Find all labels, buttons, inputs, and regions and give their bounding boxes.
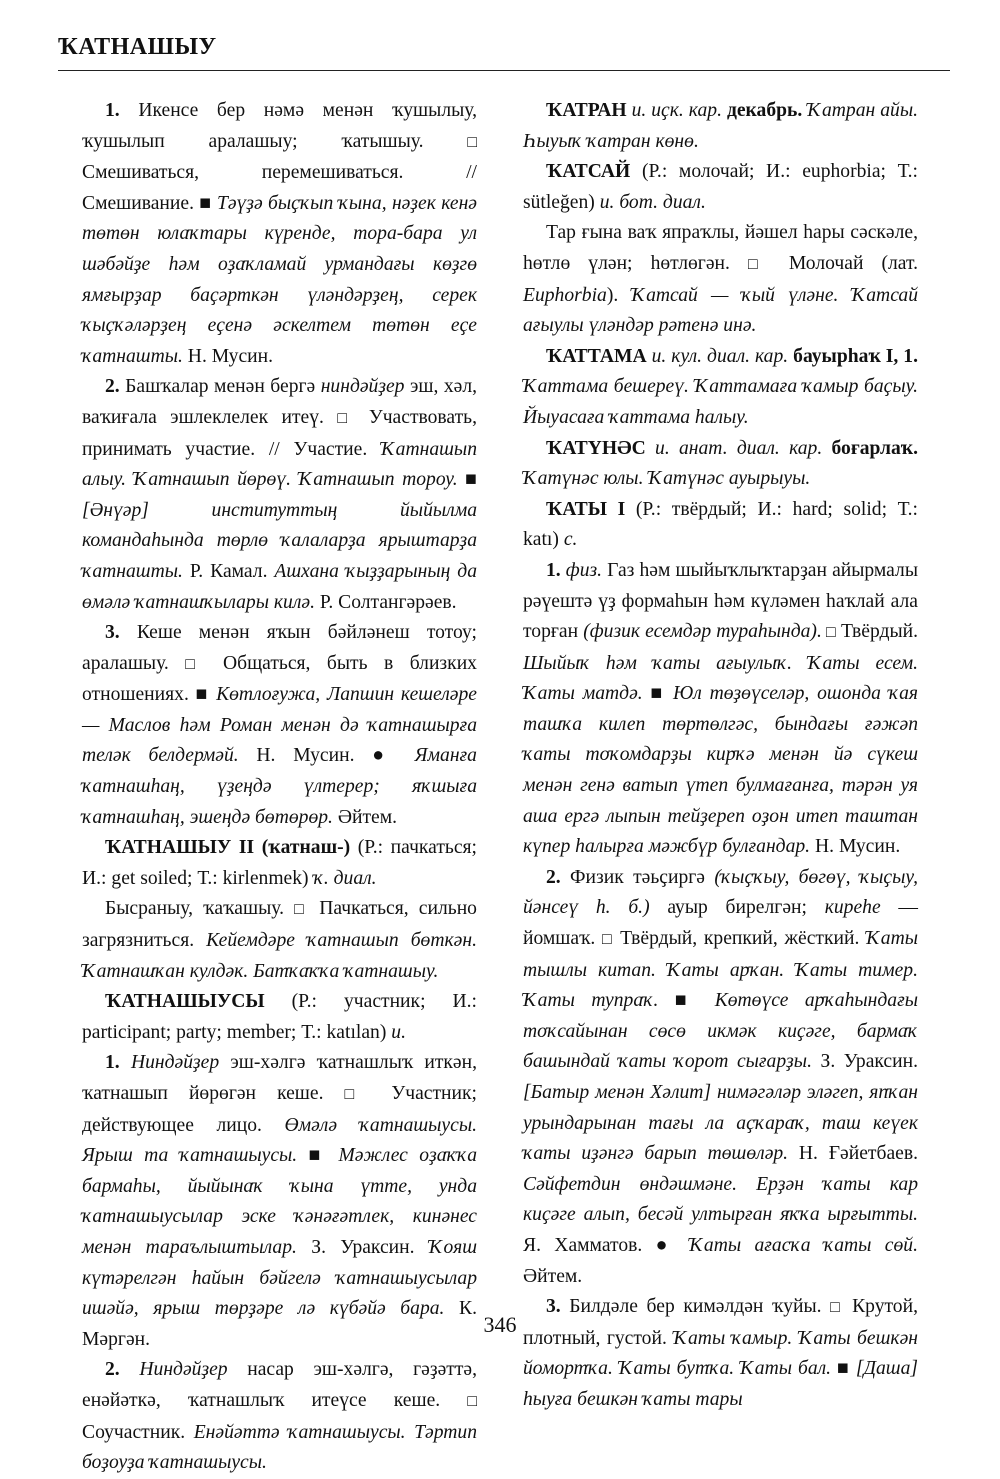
definition-italic: (физик есемдәр тураһында). [583,621,822,643]
grammar-label: и. [391,1021,406,1043]
source: Н. Мусин. [810,836,901,858]
example: Енәйәттә ҡатнашыусы. Тәртип боҙоуҙа ҡатнашыусы. [82,1421,477,1474]
russian-equivalent: Участвовать, принимать участие. // Участие. [82,406,478,460]
example: [Батыр менән Хәлит] нимәгәләр эләгеп, япҡан урындарынан тағы ла аҫҡараҡ, таш кеүек ҡаты иҙәнгә барып төшөләр. [523,1082,918,1165]
entry-katunes [523,434,918,495]
example: Ҡаттама бешереү. Ҡаттамаға ҡамыр баҫыу. Йыуасаға ҡаттама һалыу. [523,376,918,428]
square-bullet: ■ [465,469,477,491]
source: Әйтем. [332,806,398,828]
definition-italic: (ҡыҫҡыу, бөгөү, ҡыҫыу, йәнсеү һ. б.) [523,866,918,919]
russian-equivalent: ). [606,284,632,306]
definition: Тар ғына ваҡ япраҡлы, йәшел һары сәскәле, һөтлө үлән; һөтлөгән. [523,222,918,274]
sense-number: 1. [105,1052,120,1074]
example: Көтлоғужа, Лапшин кешеләре — Маслов һәм Роман менән дә ҡатнашырға теләк белдермәй. [82,684,477,767]
example: Ҡатран айы. Һыуыҡ ҡатран көнө. [523,100,918,152]
entry-katy-sense-1 [523,556,918,863]
sense-number: 2. [105,1359,120,1381]
proverb: Ҡаты ағасҡа ҡаты сөй. [675,1234,918,1256]
definition: эш-хәлгә ҡатнашлыҡ иткән, ҡатнашып йөрөгән кеше. [82,1052,477,1104]
example: Көтөүсе арҡаһындағы тоҡсайынан сөсө икмәк киҫәге, бармаҡ башындай ҡаты ҡорот сығарҙы. [523,990,918,1073]
definition: насар эш-хәлгә, гәҙәттә, енәйәткә, ҡатнашлыҡ итеүсе кеше. [82,1359,477,1411]
dot-bullet: ● [655,1234,676,1256]
entry-katnashyu-sense-1 [82,96,477,372]
russian-equivalent: Молочай (лат. [770,252,918,274]
example: Шыйыҡ һәм ҡаты ағыулыҡ. Ҡаты есем. Ҡаты матдә. [523,652,918,705]
source: З. Ураксин. [296,1236,429,1258]
definition: Кеше менән яҡын бәйләнеш тотоу; аралашыу. [82,622,477,674]
sense-number: 1. [105,100,120,121]
sense-number: 3. [105,622,120,644]
grammar: (Р.: участник; И.: participant; party; member; Т.: katılan) [82,991,477,1043]
grammar-label: и. иҫк. кар. [626,100,727,121]
grammar-label: с. [563,529,578,551]
russian-equivalent: Твёрдый. [835,621,919,643]
russian-equivalent: Пачкаться, сильно загрязниться. [82,898,477,952]
square-bullet: ■ [837,1358,850,1380]
box-marker: □ [467,133,477,151]
left-column [82,96,477,1479]
header-rule [58,70,950,71]
grammar-label: и. анат. диал. кар. [645,437,832,459]
example: Ҡояш күтәрелгән һайын бәйгелә ҡатнашыусылар ишәйә, ярыш төрҙәре лә күбәйә бара. [82,1236,477,1320]
definition-italic: Ниндәйҙер [119,1052,220,1074]
headword: ҠАТСАЙ [546,161,631,183]
box-marker: □ [821,624,836,642]
example: [Даша] һыуға бешкән ҡаты тары [523,1358,918,1410]
entry-katran [523,96,918,157]
entry-katsay [523,157,918,218]
russian-equivalent: Смешиваться, перемешиваться. // Смешивание. [82,162,477,214]
page-number: 346 [483,1312,517,1337]
source: Я. Хамматов. [523,1234,656,1256]
entry-katy-sense-3 [523,1292,918,1415]
headword: ҠАТНАШЫУ II (ҡатнаш-) [105,837,351,859]
definition: — йомшаҡ. [523,897,918,950]
sense-number: 2. [105,376,120,398]
russian-equivalent: Общаться, быть в близких отношениях. [82,652,477,706]
source: Р. Камал. [182,560,275,582]
latin-name: Euphorbia [523,284,607,306]
definition: Билдәле бер кимәлдән ҡуйы. [560,1296,831,1318]
box-marker: □ [337,409,356,427]
entry-katsay-def [523,218,918,341]
source: Р. Солтангәрәев. [314,591,457,613]
headword: ҠАТНАШЫУСЫ [105,991,265,1013]
cross-reference: декабрь. [726,100,803,121]
source: Н. Мусин. [238,745,373,767]
example: Кейемдәре ҡатнашып бөткән. Ҡатнашҡан кулдәк. Батҡаҡҡа ҡатнашыу. [82,930,477,982]
russian-equivalent: Соучастник. [82,1421,194,1443]
definition: Физик тәьҫиргә [560,866,715,888]
headword: ҠАТҮНӘС [546,437,646,459]
square-bullet: ■ [195,684,210,706]
entry-katnashyusy-sense-2 [82,1355,477,1478]
entry-katnashyusy-sense-1 [82,1048,477,1355]
headword: ҠАТРАН [546,100,627,121]
example: Тәүҙә быҫҡып ҡына, нәҙек кенә төтөн юлаҡтары күренде, тора-бара ул шәбәйҙе һәм оҙаҡламай урмандағы көҙгө ямғырҙар баҫәрткән үләндәрҙең, серек ҡыҫҡәләрҙең еҫенә әскелтем төтөн еҫе ҡатнашты. [82,192,477,367]
example: Ашхана ҡыҙҙарының да өмәлә ҡатнашҡылары килә. [82,560,478,613]
source: Әйтем. [523,1265,583,1287]
source: З. Ураксин. [811,1051,918,1073]
grammar-label: и. кул. диал. кар. [646,345,794,367]
russian-equivalent: Участник; действующее лицо. [82,1083,477,1136]
sense-number: 1. [546,559,561,581]
box-marker: □ [601,931,614,949]
cross-reference: бауырһаҡ I, 1. [793,345,918,367]
entry-katnashyu-ii-def [82,894,477,987]
entry-katy-sense-2 [523,863,918,1292]
box-marker: □ [747,255,771,273]
example: Ҡаты тышлы китап. Ҡаты арҡан. Ҡаты тимер. Ҡаты тупраҡ. [523,928,918,1012]
cross-reference: боғарлаҡ. [831,437,918,459]
example: Ҡатүнәс юлы. Ҡатүнәс ауырыуы. [523,468,811,490]
source: Н. Ғәйетбаев. [788,1143,918,1165]
definition: Газ һәм шыйыҡлыҡтарҙан айырмалы рәүештә үҙ формаһын һәм күләмен һаҡлай ала торған [523,559,918,643]
definition: ауыр бирелгән; [649,897,825,919]
box-marker: □ [830,1299,844,1317]
example: Өмәлә ҡатнашыусы. Ярыш та ҡатнашыусы. [82,1114,477,1167]
running-head: ҠАТНАШЫУ [58,34,217,60]
entry-katnashyu-sense-3 [82,618,477,833]
definition: эш, хәл, ваҡиғала эшлеклелек итеү. [82,376,477,428]
example: Мәжлес оҙаҡҡа бармаһы, йыйынаҡ ҡына үтте, унда ҡатнашыусылар эске ҡәнәғәтлек, кинәнес менән тараълыштылар. [82,1145,477,1258]
entry-katnashyu-ii [82,833,477,894]
definition-italic: киреһе [824,897,881,919]
entry-katy-i [523,495,918,556]
box-marker: □ [185,655,207,673]
dot-bullet: ● [372,745,397,767]
example: Сәйфетдин өндәшмәне. Ерҙән ҡаты кар киҫәге алып, бесәй ултырған яҡҡа ырғытты. [523,1173,918,1226]
grammar: (Р.: молочай; И.: euphorbia; Т.: sütleğen) [523,161,918,213]
definition: Башҡалар менән бергә [119,376,321,398]
definition-italic: ниндәйҙер [320,376,405,398]
grammar: (Р.: пачкаться; И.: get soiled; Т.: kirlenmek) [82,837,477,889]
definition-italic: Ниндәйҙер [119,1359,228,1381]
square-bullet: ■ [308,1145,328,1167]
headword: ҠАТТАМА [546,345,647,367]
example: [Әнүәр] институттың йыйылма командаһында төрлө ҡалаларҙа ярыштарҙа ҡатнашты. [82,499,477,582]
russian-equivalent: Твёрдый, крепкий, жёсткий. [613,928,867,950]
square-bullet: ■ [674,990,699,1012]
proverb: Яманға ҡатнашһаң, үҙеңдә үлтерер; яҡшыға ҡатнашһаң, эшеңдә бөтөрөр. [82,745,477,828]
box-marker: □ [467,1392,477,1410]
entry-kattama [523,342,918,434]
sense-number: 2. [546,866,561,888]
definition: Бысраныу, ҡаҡашыу. [105,898,295,920]
box-marker: □ [294,901,310,919]
russian-equivalent: Крутой, плотный, густой. [523,1296,918,1349]
source: К. Мәргән. [82,1298,477,1350]
example: Ҡатнашып алыу. Ҡатнашып йөрөү. Ҡатнашып тороу. [82,438,477,491]
sense-number: 3. [546,1296,561,1318]
right-column [523,96,918,1416]
grammar-label: и. бот. диал. [599,191,706,213]
definition: Икенсе бер нәмә менән ҡушылыу, ҡушылып аралашыу; ҡатышыу. [82,100,477,152]
example: Ҡаты ҡамыр. Ҡаты бешкән йомортҡа. Ҡаты бутҡа. Ҡаты бал. [523,1327,918,1380]
grammar: (Р.: твёрдый; И.: hard; solid; Т.: katı) [523,498,918,551]
usage-label: физ. [560,559,603,581]
square-bullet: ■ [650,683,666,705]
box-marker: □ [344,1086,371,1103]
grammar-label: ҡ. диал. [313,867,377,889]
example: Ҡатсай — ҡый үләне. Ҡатсай ағыулы үләндәр рәтенә инә. [523,284,918,337]
source: Н. Мусин. [182,345,274,367]
entry-katnashyusy [82,987,477,1048]
entry-katnashyu-sense-2 [82,372,477,618]
square-bullet: ■ [199,192,212,214]
headword: ҠАТЫ I [546,498,626,520]
example: Юл төҙөүселәр, ошонда ҡая ташҡа килеп төртөлгәс, бындағы ғәжәп ҡаты тоҡомдарҙы кирҡә менән йә сүкеш менән генә ватып үтеп булмағанға, тәрән уя аша ергә лыпын тейҙереп оҙон итеп таштан күпер һалырға мәжбүр булғандар. [523,683,918,858]
